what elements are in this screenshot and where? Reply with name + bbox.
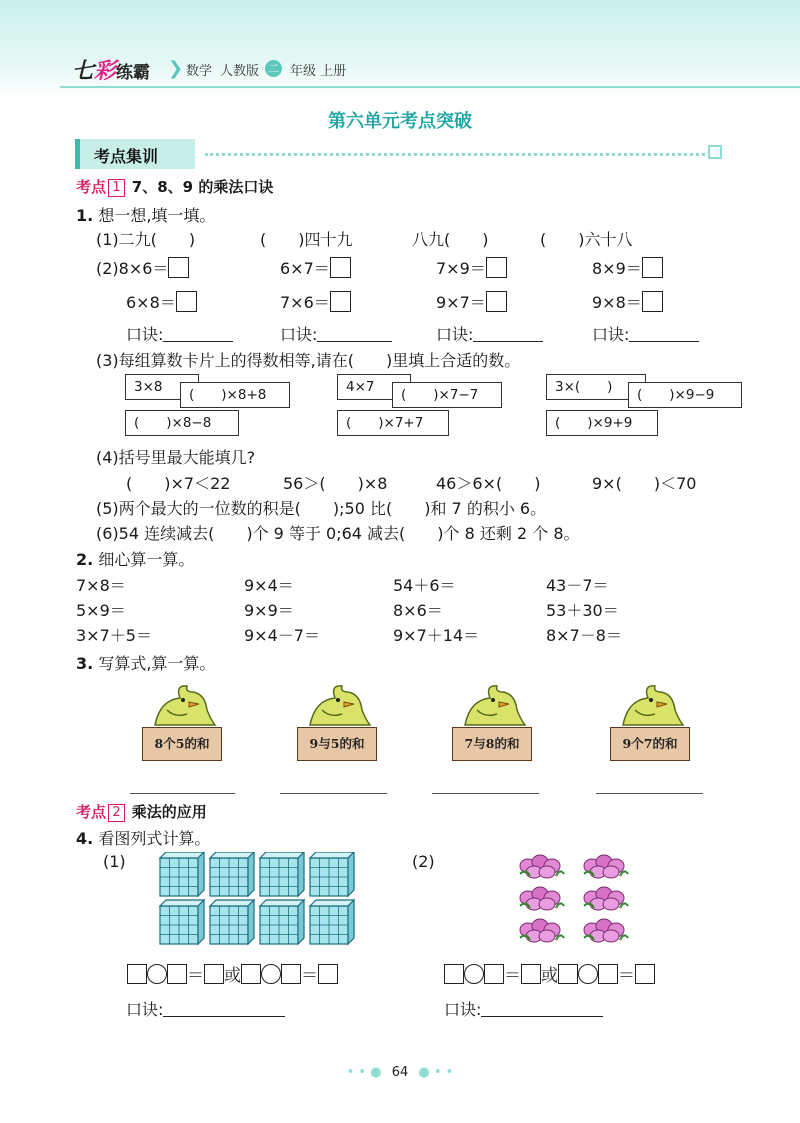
q1-row3-b (280, 290, 351, 313)
kj-label: 口诀: (592, 325, 630, 344)
chevron-right-icon: ❯ (168, 58, 184, 79)
flower-bunches-picture (516, 850, 644, 950)
q2-title: 细心算一算。 (98, 550, 195, 569)
answer-box[interactable] (330, 257, 351, 278)
answer-box[interactable] (642, 257, 663, 278)
card-2a: 4×7 (337, 374, 411, 400)
answer-line[interactable] (481, 1001, 603, 1017)
page-number-row (0, 1065, 800, 1080)
q1-kj-d (592, 322, 699, 345)
q1-row1-d: ( )六十八 (540, 230, 633, 249)
answer-box[interactable] (281, 964, 301, 984)
kj-label: 口诀: (436, 325, 474, 344)
q2-r1-d: 43－7＝ (546, 576, 609, 595)
q3-number: 3. (76, 654, 94, 673)
kj-label: 口诀: (126, 1000, 164, 1019)
q4-heading (76, 826, 210, 849)
chick-sign-1: 8个5的和 (142, 727, 222, 761)
q2-r3-c: 9×7＋14＝ (393, 626, 480, 645)
q4-kj-2 (444, 997, 603, 1020)
card-3a[interactable]: 3×( ) (546, 374, 646, 400)
q1-row3-c-text: 9×7＝ (436, 293, 486, 312)
q1-row4-c: 46＞6×( ) (436, 474, 541, 493)
q2-r3-b: 9×4－7＝ (244, 626, 320, 645)
or-text: 或 (224, 966, 241, 986)
q1-row1-c: 八九( ) (412, 230, 489, 249)
answer-line[interactable] (317, 326, 392, 342)
q1-sub3: (3)每组算数卡片上的得数相等,请在( )里填上合适的数。 (96, 351, 521, 370)
section-tab (75, 139, 195, 169)
q1-kj-c (436, 322, 543, 345)
answer-box[interactable] (241, 964, 261, 984)
q1-row3-a (126, 290, 197, 313)
operator-circle[interactable] (578, 964, 598, 984)
q1-row2-a (96, 256, 189, 279)
chick-illustration-icon (613, 680, 688, 730)
operator-circle[interactable] (261, 964, 281, 984)
card-2c[interactable]: ( )×7+7 (337, 410, 449, 436)
chick-illustration-icon (300, 680, 375, 730)
answer-box[interactable] (486, 257, 507, 278)
point2-text: 乘法的应用 (131, 803, 207, 821)
q1-row3-a-text: 6×8＝ (126, 293, 176, 312)
q2-heading (76, 547, 194, 570)
q2-r3-a: 3×7＋5＝ (76, 626, 152, 645)
operator-circle[interactable] (147, 964, 167, 984)
answer-box[interactable] (176, 291, 197, 312)
answer-line[interactable] (130, 793, 235, 794)
answer-box[interactable] (521, 964, 541, 984)
answer-line[interactable] (163, 1001, 285, 1017)
card-1c[interactable]: ( )×8−8 (125, 410, 239, 436)
q1-sub5: (5)两个最大的一位数的积是( );50 比( )和 7 的积小 6。 (96, 499, 547, 518)
answer-box[interactable] (598, 964, 618, 984)
point1-text: 7、8、9 的乘法口诀 (131, 178, 274, 196)
equals-sign: ＝ (187, 966, 204, 986)
answer-line[interactable] (432, 793, 539, 794)
q1-number: 1. (76, 206, 94, 225)
brand-logo (72, 54, 150, 85)
dots-left-icon: • • ● (346, 1065, 382, 1080)
point2-number-box: 2 (108, 804, 125, 822)
q1-row1-b: ( )四十九 (260, 230, 353, 249)
answer-box[interactable] (167, 964, 187, 984)
q1-sub4: (4)括号里最大能填几? (96, 448, 256, 467)
q1-row2-b (280, 256, 351, 279)
q2-r1-a: 7×8＝ (76, 576, 126, 595)
q2-r2-a: 5×9＝ (76, 601, 126, 620)
divider-end-square (708, 145, 722, 159)
answer-box[interactable] (642, 291, 663, 312)
page-title: 第六单元考点突破 (328, 111, 472, 132)
q3-heading (76, 651, 215, 674)
point1-heading (76, 176, 273, 197)
q3-title: 写算式,算一算。 (98, 654, 216, 673)
equals-sign: ＝ (504, 966, 521, 986)
q1-row1-a: (1)二九( ) (96, 230, 196, 249)
answer-line[interactable] (280, 793, 387, 794)
chick-illustration-icon (455, 680, 530, 730)
card-2b[interactable]: ( )×7−7 (392, 382, 502, 408)
answer-box[interactable] (635, 964, 655, 984)
q1-row2-a-text: (2)8×6＝ (96, 259, 169, 278)
answer-box[interactable] (127, 964, 147, 984)
kj-label: 口诀: (126, 325, 164, 344)
kj-label: 口诀: (444, 1000, 482, 1019)
grade-label: 年级 上册 (290, 64, 347, 79)
q1-title: 想一想,填一填。 (98, 206, 216, 225)
answer-box[interactable] (204, 964, 224, 984)
q4-kj-1 (126, 997, 285, 1020)
answer-box[interactable] (318, 964, 338, 984)
page-number: 64 (391, 1065, 409, 1080)
q4-equation-2 (444, 961, 655, 986)
brand-char-3: 练霸 (116, 63, 151, 83)
answer-box[interactable] (330, 291, 351, 312)
q2-r1-c: 54＋6＝ (393, 576, 456, 595)
q4-title: 看图列式计算。 (98, 829, 211, 848)
answer-line[interactable] (473, 326, 543, 342)
dots-right-icon: ● • • (418, 1065, 454, 1080)
q1-row4-a: ( )×7＜22 (126, 474, 231, 493)
card-3c[interactable]: ( )×9+9 (546, 410, 658, 436)
grade-number-badge: 二 (265, 60, 282, 77)
q2-r2-c: 8×6＝ (393, 601, 443, 620)
answer-box[interactable] (486, 291, 507, 312)
q1-row4-b: 56＞( )×8 (283, 474, 388, 493)
page-header-band (0, 0, 800, 100)
chick-illustration-icon (145, 680, 220, 730)
q1-row3-d (592, 290, 663, 313)
section-tab-label: 考点集训 (94, 147, 159, 166)
answer-box[interactable] (444, 964, 464, 984)
q1-heading (76, 203, 215, 226)
point1-number-box: 1 (108, 179, 125, 197)
q1-row2-c-text: 7×9＝ (436, 259, 486, 278)
q4-part2-label: (2) (412, 852, 435, 871)
or-text: 或 (541, 966, 558, 986)
edition-label: 人教版 (220, 64, 260, 79)
answer-box[interactable] (558, 964, 578, 984)
q1-row2-d (592, 256, 663, 279)
chick-sign-4: 9个7的和 (610, 727, 690, 761)
answer-line[interactable] (163, 326, 233, 342)
q1-sub6: (6)54 连续减去( )个 9 等于 0;64 减去( )个 8 还剩 2 个 8。 (96, 524, 580, 543)
dotted-divider (205, 153, 705, 156)
q4-number: 4. (76, 829, 94, 848)
q1-row3-c (436, 290, 507, 313)
operator-circle[interactable] (464, 964, 484, 984)
answer-line[interactable] (596, 793, 703, 794)
point1-label: 考点 (76, 178, 107, 196)
card-1b[interactable]: ( )×8+8 (180, 382, 290, 408)
q1-row3-b-text: 7×6＝ (280, 293, 330, 312)
answer-box[interactable] (168, 257, 189, 278)
q4-equation-1 (127, 961, 338, 986)
subject-label: 数学 (186, 64, 213, 79)
q2-r3-d: 8×7－8＝ (546, 626, 622, 645)
q2-number: 2. (76, 550, 94, 569)
q2-r2-d: 53＋30＝ (546, 601, 619, 620)
kj-label: 口诀: (280, 325, 318, 344)
q1-row3-d-text: 9×8＝ (592, 293, 642, 312)
q1-kj-a (126, 322, 233, 345)
brand-char-1: 七 (72, 58, 95, 84)
answer-line[interactable] (629, 326, 699, 342)
card-1a: 3×8 (125, 374, 199, 400)
chick-sign-3: 7与8的和 (452, 727, 532, 761)
equals-sign: ＝ (301, 966, 318, 986)
cube-blocks-picture (158, 852, 358, 948)
header-rule (60, 86, 800, 88)
q1-row2-c (436, 256, 507, 279)
answer-box[interactable] (484, 964, 504, 984)
q1-row2-d-text: 8×9＝ (592, 259, 642, 278)
point2-label: 考点 (76, 803, 107, 821)
card-3b[interactable]: ( )×9−9 (628, 382, 742, 408)
q2-r2-b: 9×9＝ (244, 601, 294, 620)
equals-sign: ＝ (618, 966, 635, 986)
q1-row2-b-text: 6×7＝ (280, 259, 330, 278)
q4-part1-label: (1) (103, 852, 126, 871)
point2-heading (76, 801, 207, 822)
q1-kj-b (280, 322, 392, 345)
chick-sign-2: 9与5的和 (297, 727, 377, 761)
brand-char-2: 彩 (94, 58, 117, 84)
q1-row4-d: 9×( )＜70 (592, 474, 697, 493)
q2-r1-b: 9×4＝ (244, 576, 294, 595)
